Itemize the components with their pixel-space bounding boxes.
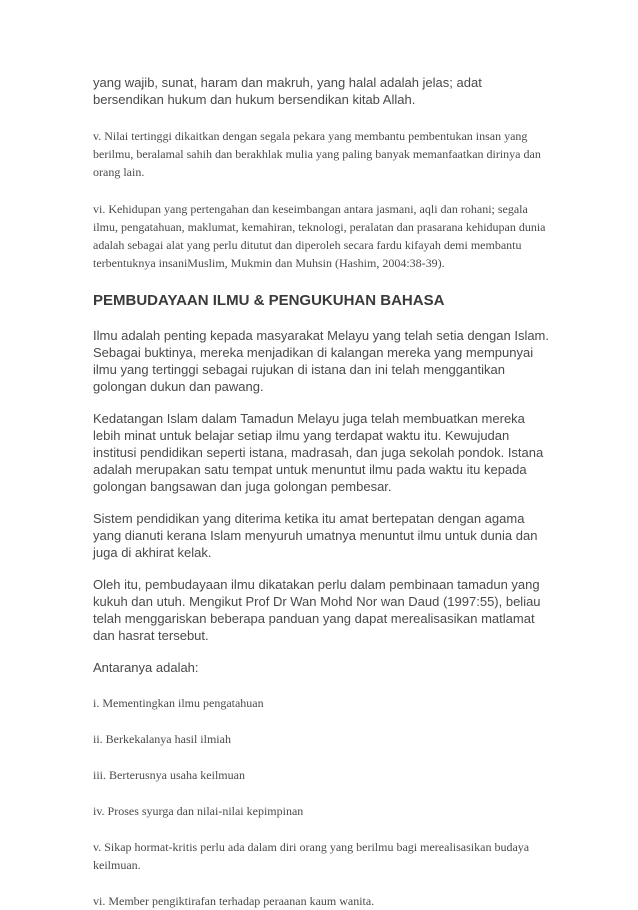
list-item: iii. Berterusnya usaha keilmuan	[93, 768, 245, 782]
paragraph-kehidupan-pertengahan: vi. Kehidupan yang pertengahan dan keseimbangan antara jasmani, aqli dan rohani; segala ilmu, pengatahuan, maklumat, kemahiran, teknologi, peralatan dan prasarana kehidupan dunia adalah sebagai alat yang perlu ditutut dan diperoleh secara fardu kifayah demi membantu terbentuknya insaniMuslim, Mukmin dan Muhsin (Hashim, 2004:38-39).	[93, 202, 546, 270]
list-item: iv. Proses syurga dan nilai-nilai kepimpinan	[93, 804, 304, 818]
section-heading: PEMBUDAYAAN ILMU & PENGUKUHAN BAHASA	[93, 292, 445, 309]
list-item: v. Sikap hormat-kritis perlu ada dalam diri orang yang berilmu bagi merealisasikan budaya keilmuan.	[93, 840, 530, 872]
paragraph-nilai-tertinggi: v. Nilai tertinggi dikaitkan dengan segala pekara yang membantu pembentukan insan yang berilmu, beralamal sahih dan berakhlak mulia yang paling banyak memanfaatkan dirinya dan orang lain.	[93, 129, 541, 179]
paragraph-ilmu-penting: Ilmu adalah penting kepada masyarakat Melayu yang telah setia dengan Islam. Sebagai buktinya, mereka menjadikan di kalangan mereka yang mempunyai ilmu yang tertinggi sebagai rujukan di istana dan ini telah menggantikan golongan dukun dan pawang.	[93, 328, 550, 394]
list-item: i. Mementingkan ilmu pengatahuan	[93, 696, 264, 710]
paragraph-pembudayaan-ilmu: Oleh itu, pembudayaan ilmu dikatakan perlu dalam pembinaan tamadun yang kukuh dan utuh. Mengikut Prof Dr Wan Mohd Nor wan Daud (1997:55), beliau telah menggariskan beberapa panduan yang dapat merealisasikan matlamat dan hasrat tersebut.	[93, 577, 541, 643]
paragraph-kedatangan-islam: Kedatangan Islam dalam Tamadun Melayu juga telah membuatkan mereka lebih minat untuk belajar setiap ilmu yang terdapat waktu itu. Kewujudan institusi pendidikan seperti istana, madrasah, dan juga sekolah pondok. Istana adalah merupakan satu tempat untuk menuntut ilmu pada waktu itu kepada golongan bangsawan dan juga golongan pembesar.	[93, 411, 544, 494]
list-item: vi. Member pengiktirafan terhadap peraanan kaum wanita.	[93, 894, 375, 908]
paragraph-antaranya: Antaranya adalah:	[93, 660, 199, 675]
list-item: ii. Berkekalanya hasil ilmiah	[93, 732, 231, 746]
paragraph-sistem-pendidikan: Sistem pendidikan yang diterima ketika itu amat bertepatan dengan agama yang dianuti kerana Islam menyuruh umatnya menuntut ilmu untuk dunia dan juga di akhirat kelak.	[93, 511, 538, 560]
document-page	[93, 74, 553, 910]
paragraph-adat: yang wajib, sunat, haram dan makruh, yang halal adalah jelas; adat bersendikan hukum dan hukum bersendikan kitab Allah.	[93, 75, 482, 107]
